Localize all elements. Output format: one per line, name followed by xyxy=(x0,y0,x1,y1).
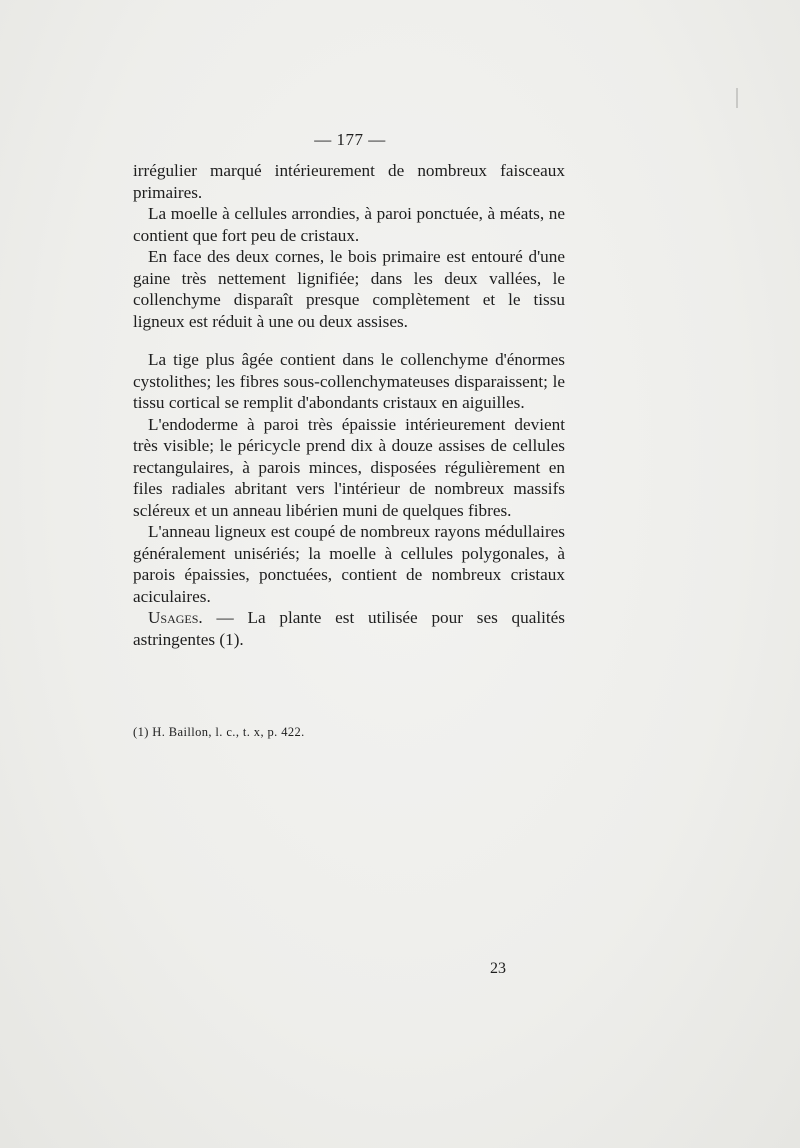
paragraph-gap xyxy=(133,332,565,349)
usages-paragraph xyxy=(133,607,565,650)
usages-label: Usages. xyxy=(148,608,203,627)
paragraph-3: En face des deux cornes, le bois primaire est entouré d'une gaine très nettement lignifiée; dans les deux vallées, le collenchyme disparaît presque complètement et le tissu ligneux est réduit à une ou deux assises. xyxy=(133,247,565,331)
page-edge-mark xyxy=(736,88,738,108)
signature-mark: 23 xyxy=(490,960,506,977)
paragraph-6: L'anneau ligneux est coupé de nombreux rayons médullaires généralement unisériés; la moelle à cellules polygonales, à parois épaissies, ponctuées, contient de nombreux cristaux aciculaires. xyxy=(133,522,565,606)
body-text xyxy=(133,160,565,650)
page-number: — 177 — xyxy=(314,130,386,149)
usages-text: — La plante est utilisée pour ses qualités astringentes (1). xyxy=(133,608,565,649)
paragraph-1: irrégulier marqué intérieurement de nombreux faisceaux primaires. xyxy=(133,161,565,202)
paragraph-5: L'endoderme à paroi très épaissie intérieurement devient très visible; le péricycle prend dix à douze assises de cellules rectangulaires, à parois minces, disposées régulièrement en files radiales abritant vers l'intérieur de nombreux massifs scléreux et un anneau libérien muni de quelques fibres. xyxy=(133,414,565,520)
footnote: (1) H. Baillon, l. c., t. x, p. 422. xyxy=(133,725,305,739)
paragraph-2: La moelle à cellules arrondies, à paroi ponctuée, à méats, ne contient que fort peu de cristaux. xyxy=(133,204,565,245)
paragraph-4: La tige plus âgée contient dans le collenchyme d'énormes cystolithes; les fibres sous-collenchymateuses disparaissent; le tissu cortical se remplit d'abondants cristaux en aiguilles. xyxy=(133,350,565,412)
